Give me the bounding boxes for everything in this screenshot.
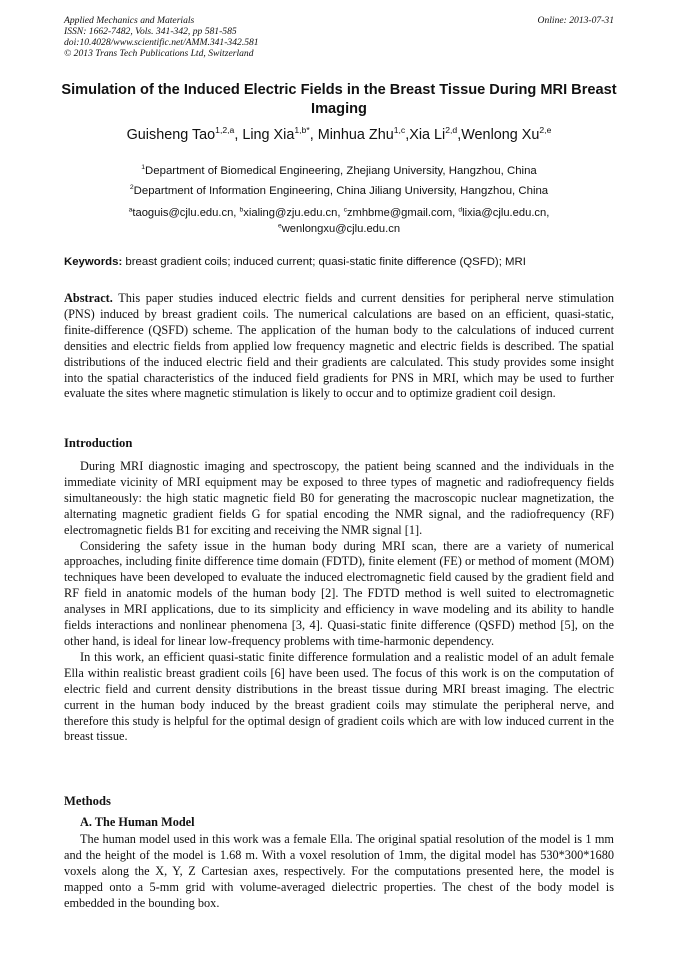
keywords-label: Keywords: [64,256,123,268]
copyright-line: © 2013 Trans Tech Publications Ltd, Switzerland [64,48,254,59]
online-date: Online: 2013-07-31 [537,15,614,26]
author: Guisheng Tao$^{1,2,a}$, [126,125,239,143]
journal-header [64,15,614,59]
email: $^a$taoguis@cjlu.edu.cn, [128,206,237,219]
affiliation-2: $^2$Department of Information Engineering, China Jiliang University, Hangzhou, China [129,184,549,197]
email: $^b$xialing@zju.edu.cn, [239,206,341,219]
author-list [30,125,648,145]
abstract [64,291,614,402]
introduction-body [64,459,614,745]
paragraph: Considering the safety issue in the human body during MRI scan, there are a variety of numerical approaches, including finite difference time domain (FDTD), finite element (FE) or method of moment (MOM) techniques have been developed to evaluate the induced electromagnetic field caused by the gradient field and RF field in anatomic models of the human body [2]. The FDTD method is well suited to electromagnetic analyses in MRI applications, due to its simplicity and efficiency in wave modeling and its ability to handle fields interactions and nonlinear phenomena [3, 4]. Quasi-static finite difference (QSFD) method [5], on the other hand, is ideal for linear low-frequency problems with time-harmonic dependency. [64,538,614,648]
keywords [64,255,624,269]
email: $^d$lixia@cjlu.edu.cn, [458,206,550,219]
paper-title: Simulation of the Induced Electric Fields in the Breast Tissue During MRI Breast Imaging [61,82,617,117]
subsection-heading-human-model: A. The Human Model [80,815,195,829]
abstract-text: This paper studies induced electric fields and current densities for peripheral nerve stimulation (PNS) induced by breast gradient coils. The numerical calculations are based on an efficient, quasi-static, finite-difference (QSFD) scheme. The application of the human body to the calculations of induced current densities and electric fields from applied low frequency magnetic and electric fields is described. The spatial distributions of the induced electric field and their gradients are calculated. This study provides some insight into the spatial characteristics of the induced field gradients for PNS in MRI, which may be used to further evaluate the sites where magnetic stimulation is likely to occur and to optimize gradient coil design. [64,291,615,401]
section-heading-introduction: Introduction [64,436,133,450]
affiliation-1: $^1$Department of Biomedical Engineering, Zhejiang University, Hangzhou, China [141,164,537,177]
email: $^c$zmhbme@gmail.com, [343,206,456,219]
abstract-label: Abstract. [64,291,113,305]
issn-line: ISSN: 1662-7482, Vols. 341-342, pp 581-585 [64,26,237,37]
author: Wenlong Xu$^{2,e}$ [461,125,552,143]
methods-body [64,832,614,912]
doi-line: doi:10.4028/www.scientific.net/AMM.341-342.581 [64,37,259,48]
journal-name: Applied Mechanics and Materials [64,15,195,26]
author: Xia Li$^{2,d}$, [409,125,462,143]
keywords-text: breast gradient coils; induced current; quasi-static finite difference (QSFD); MRI [125,256,526,268]
paragraph: During MRI diagnostic imaging and spectroscopy, the patient being scanned and the individuals in the immediate vicinity of MRI equipment may be exposed to three types of magnetic and radiofrequency fields simultaneously: the high static magnetic field B0 for generating the macroscopic nuclear magnetization, the alternating magnetic gradient fields G for spatial encoding the NMR signal, and the radiofrequency (RF) electromagnetic fields B1 for exciting and receiving the NMR signal [1]. [64,459,614,537]
author: Ling Xia$^{1,b*}$, [242,125,314,143]
paragraph: In this work, an efficient quasi-static finite difference formulation and a realistic model of an adult female Ella within realistic breast gradient coils [6] have been used. The focus of this work is on the computation of electric field and current density distributions in the breast tissue during MRI breast imaging. The electric current in the human body induced by the breast gradient coils may stimulate the peripheral nerve, and therefore this study is helpful for the optimal design of gradient coils which are with low induced current in the breast tissue. [64,649,614,744]
section-heading-methods: Methods [64,794,111,808]
email: $^e$wenlongxu@cjlu.edu.cn [277,222,401,235]
author: Minhua Zhu$^{1,c}$, [317,125,410,143]
email-list [40,205,638,237]
paragraph: The human model used in this work was a female Ella. The original spatial resolution of the model is 1 mm and the height of the model is 1.68 m. With a voxel resolution of 1mm, the digital model has 530*300*1680 voxels along the X, Y, Z Cartesian axes, respectively. For the computations presented here, the model is mapped onto a 5-mm grid with volume-averaged dielectric properties. The chest of the body model is embedded in the bounding box. [64,832,614,910]
